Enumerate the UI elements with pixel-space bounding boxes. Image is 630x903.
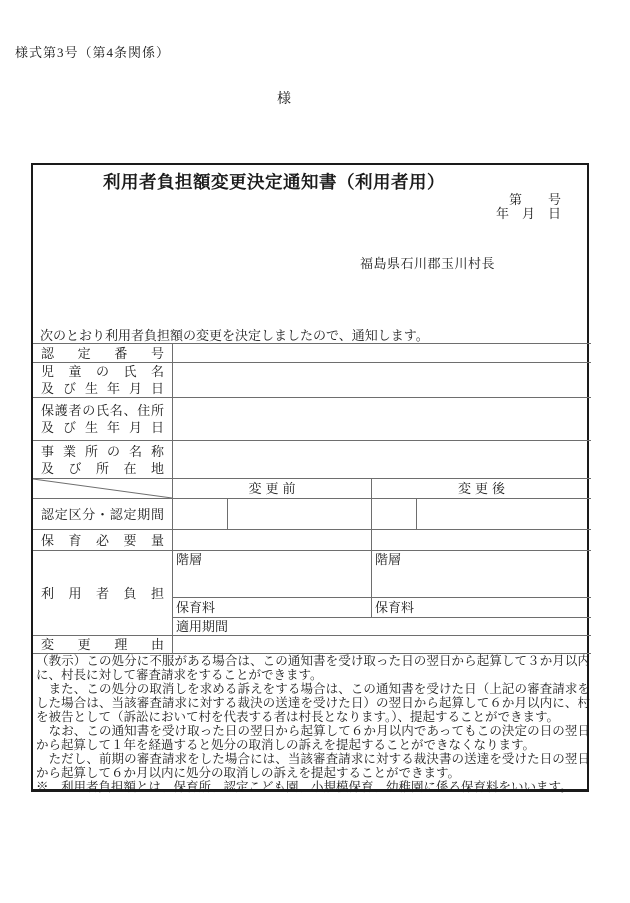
diagonal-line [33,479,172,498]
cell-kubun-before-main [228,499,372,530]
cell-kubun-after-sub [372,499,417,530]
note-paragraph-mata: また、この処分の取消しを求める訴えをする場合は、この通知書を受けた日（上記の審査請求をした場合は、当該審査請求に対する裁決の送達を受けた日）の翌日から起算して６か月以内に、村を被告として（訴訟において村を代表する者は村長となります。）、提起することができます。 [36,682,590,724]
label-line: 及び生年月日 [41,381,164,396]
label-line: 事業所の名称 [41,443,164,459]
note-paragraph-kome: ※ 利用者負担額とは、保育所、認定こども園、小規模保育、幼稚園に係る保育料をいいます。 [36,780,573,794]
label-line: 及び生年月日 [41,420,164,435]
addressee-honorific: 様 [277,92,291,107]
label-line: 利用者負担 [41,585,164,601]
label-line: 認定番号 [41,345,164,361]
notes-block [36,654,590,794]
doc-number-block [496,193,561,221]
note-paragraph-kyoji: （教示）この処分に不服がある場合は、この通知書を受け取った日の翌日から起算して３か月以内に、村長に対して審査請求をすることができます。 [36,654,590,682]
issuer-name: 福島県石川郡玉川村長 [360,256,496,271]
label-line: 変更理由 [41,637,164,652]
label-nintei-kubun [33,499,173,530]
header-after: 変更後 [372,479,591,499]
value-jigyosho [173,441,591,479]
doc-date-line: 年 月 日 [495,206,561,221]
header-diagonal-cell [33,479,173,499]
label-hogosha [33,398,173,441]
note-paragraph-nao: なお、この通知書を受け取った日の翌日から起算して６か月以内であってもこの決定の日の翌日から起算して１年を経過すると処分の取消しの訴えを提起することができなくなります。 [36,724,590,752]
label-henko-riyu [33,636,173,654]
label-line: 保護者の氏名、住所 [41,403,164,418]
doc-number-line: 第 号 [508,192,561,207]
notice-box-inner [33,165,590,794]
cell-hoikuryo-after: 保育料 [372,598,591,618]
cell-hitsuyoryo-before [173,530,372,551]
label-riyosha-futan [33,551,173,636]
label-line: 保育必要量 [41,532,164,548]
header-before: 変更前 [173,479,372,499]
label-hoiku-hitsuyoryo [33,530,173,551]
intro-text: 次のとおり利用者負担額の変更を決定しましたので、通知します。 [40,328,429,343]
label-line: 認定区分・認定期間 [41,506,164,522]
cell-hitsuyoryo-after [372,530,591,551]
cell-hoikuryo-before: 保育料 [173,598,372,618]
label-nintei-bango [33,344,173,363]
note-paragraph-tadashi: ただし、前期の審査請求をした場合には、当該審査請求に対する裁決書の送達を受けた日の翌日から起算して６か月以内に処分の取消しの訴えを提起することができます。 [36,752,590,780]
label-line: 児童の氏名 [41,364,164,379]
notice-title: 利用者負担額変更決定通知書（利用者用） [103,172,445,192]
cell-kubun-before-sub [173,499,228,530]
form-number-label: 様式第3号（第4条関係） [15,45,171,60]
notice-box [31,163,589,792]
cell-kaiso-before: 階層 [173,551,372,598]
notice-table [33,343,591,654]
value-hogosha [173,398,591,441]
value-nintei-bango [173,344,591,363]
cell-kaiso-after: 階層 [372,551,591,598]
cell-kubun-after-main [417,499,591,530]
value-henko-riyu [173,636,591,654]
label-jido-shimei [33,363,173,398]
label-line: 及び所在地 [41,460,164,476]
value-jido-shimei [173,363,591,398]
cell-tekiyo-kikan: 適用期間 [173,618,591,636]
label-jigyosho [33,441,173,479]
